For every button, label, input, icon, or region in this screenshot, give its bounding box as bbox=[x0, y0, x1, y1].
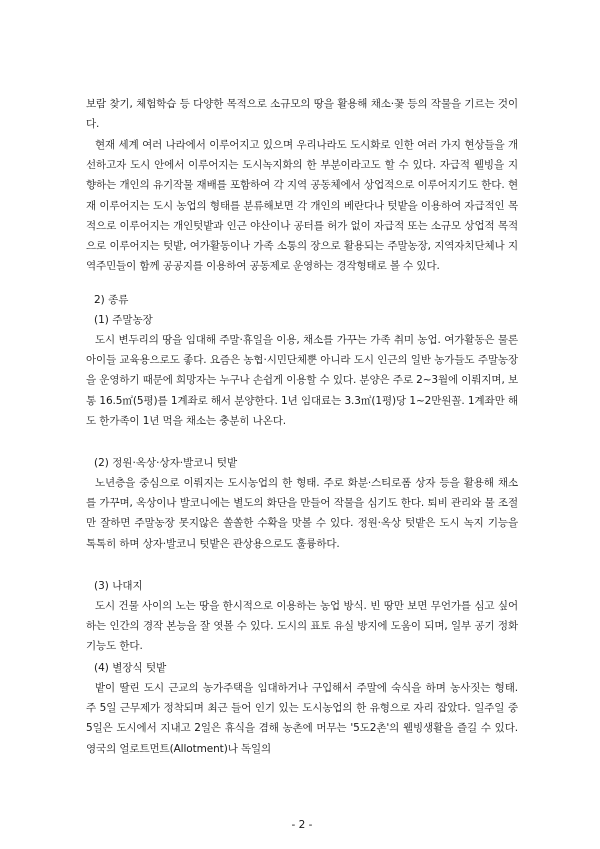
subsection-text-vacant-lot: 도시 건물 사이의 노는 땅을 한시적으로 이용하는 농업 방식. 빈 땅만 보면 무언가를 심고 싶어하는 인간의 경작 본능을 잘 엿볼 수 있다. 도시의 표토 유실 방지에 도움이 되며, 일부 공기 정화 기능도 한다. bbox=[86, 600, 518, 653]
page-number: - 2 - bbox=[291, 819, 313, 831]
subsection-heading-garden-rooftop: (2) 정원·옥상·상자·발코니 텃밭 bbox=[94, 457, 238, 469]
subsection-heading-villa-garden: (4) 별장식 텃밭 bbox=[94, 662, 167, 674]
paragraph-intro-continued: 보람 찾기, 체험학습 등 다양한 목적으로 소규모의 땅을 활용해 채소·꽃 등의 작물을 기르는 것이다. bbox=[86, 98, 518, 131]
subsection-text-villa-garden: 밭이 딸린 도시 근교의 농가주택을 임대하거나 구입해서 주말에 숙식을 하며 농사짓는 형태. 주 5일 근무제가 정착되며 최근 들어 인기 있는 도시농업의 한 유형으로 자리 잡았다. 일주일 중 5일은 도시에서 지내고 2일은 휴식을 겸해 농촌에 머무는 '5도2촌'의 웰빙생활을 즐길 수 있다. 영국의 얼로트먼트(Allotment)나 독일의 bbox=[86, 682, 518, 755]
subsection-heading-weekend-farm: (1) 주말농장 bbox=[94, 314, 153, 326]
subsection-heading-vacant-lot: (3) 나대지 bbox=[94, 580, 143, 592]
section-heading-types: 2) 종류 bbox=[94, 294, 129, 306]
subsection-text-weekend-farm: 도시 변두리의 땅을 임대해 주말·휴일을 이용, 채소를 가꾸는 가족 취미 농업. 여가활동은 물론 아이들 교육용으로도 좋다. 요즘은 농협·시민단체뿐 아니라 도시 인근의 일반 농가들도 주말농장을 운영하기 때문에 희망자는 누구나 손쉽게 이용할 수 있다. 분양은 주로 2~3월에 이뤄지며, 보통 16.5㎡(5평)를 1계좌로 해서 분양한다. 1년 임대료는 3.3㎡(1평)당 1~2만원꼴. 1계좌만 해도 한가족이 1년 먹을 채소는 충분히 나온다. bbox=[86, 334, 518, 427]
subsection-text-garden-rooftop: 노년층을 중심으로 이뤄지는 도시농업의 한 형태. 주로 화분·스티로폼 상자 등을 활용해 채소를 가꾸며, 옥상이나 발코니에는 별도의 화단을 만들어 작물을 심기도 한다. 퇴비 관리와 물 조절만 잘하면 주말농장 못지않은 쏠쏠한 수확을 맛볼 수 있다. 정원·옥상 텃밭은 도시 녹지 기능을 톡톡히 하며 상자·발코니 텃밭은 관상용으로도 훌륭하다. bbox=[86, 477, 518, 550]
document-page bbox=[86, 0, 518, 849]
paragraph-intro-current: 현재 세계 여러 나라에서 이루어지고 있으며 우리나라도 도시화로 인한 여러 가지 현상들을 개선하고자 도시 안에서 이루어지는 도시녹지화의 한 부분이라고도 할 수 있다. 자급적 웰빙을 지향하는 개인의 유기작물 재배를 포함하여 각 지역 공동체에서 상업적으로 이루어지기도 한다. 현재 이루어지는 도시 농업의 형태를 분류해보면 각 개인의 베란다나 텃밭을 이용하여 자급적인 목적으로 이루어지는 개인텃밭과 인근 야산이나 공터를 허가 없이 자급적 또는 소규모 상업적 목적으로 이루어지는 텃밭, 여가활동이나 가족 소통의 장으로 활용되는 주말농장, 지역자치단체나 지역주민들이 함께 공공지를 이용하여 공동제로 운영하는 경작형태로 볼 수 있다. bbox=[86, 139, 518, 273]
